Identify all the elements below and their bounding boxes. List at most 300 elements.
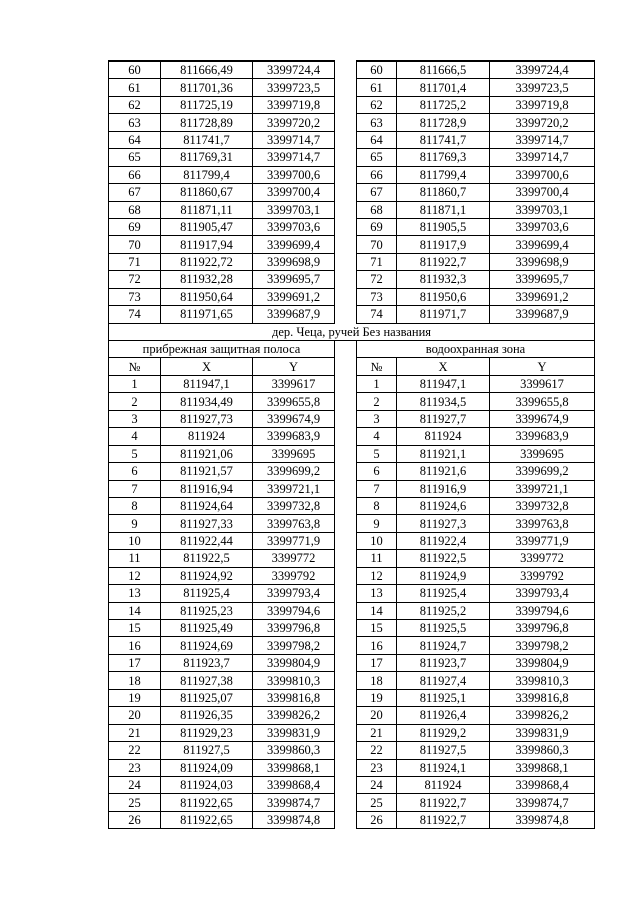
- table-row: [109, 445, 595, 462]
- cell-number-left: 64: [109, 131, 161, 148]
- cell-y-right: 3399874,8: [490, 811, 595, 828]
- column-gap: [335, 585, 357, 602]
- cell-number-left: 12: [109, 567, 161, 584]
- section-title-row: [109, 323, 595, 340]
- cell-x-left: 811929,23: [161, 724, 253, 741]
- cell-number-left: 73: [109, 288, 161, 305]
- cell-x-right: 811926,4: [397, 707, 490, 724]
- cell-y-right: 3399804,9: [490, 654, 595, 671]
- cell-number-right: 69: [357, 218, 397, 235]
- cell-number-right: 68: [357, 201, 397, 218]
- cell-x-left: 811926,35: [161, 707, 253, 724]
- cell-x-right: 811932,3: [397, 271, 490, 288]
- column-gap: [335, 62, 357, 79]
- cell-y-right: 3399763,8: [490, 515, 595, 532]
- cell-y-right: 3399723,5: [490, 79, 595, 96]
- cell-x-right: 811927,7: [397, 410, 490, 427]
- cell-number-left: 20: [109, 707, 161, 724]
- cell-number-left: 23: [109, 759, 161, 776]
- cell-x-right: 811924,9: [397, 567, 490, 584]
- cell-y-right: 3399674,9: [490, 410, 595, 427]
- cell-number-right: 72: [357, 271, 397, 288]
- cell-x-left: 811950,64: [161, 288, 253, 305]
- column-gap: [335, 149, 357, 166]
- table-row: [109, 689, 595, 706]
- cell-y-right: 3399810,3: [490, 672, 595, 689]
- cell-x-right: 811971,7: [397, 306, 490, 323]
- cell-y-left: 3399720,2: [253, 114, 335, 131]
- table-row: [109, 271, 595, 288]
- cell-y-left: 3399860,3: [253, 742, 335, 759]
- column-gap: [335, 236, 357, 253]
- cell-x-right: 811925,4: [397, 585, 490, 602]
- cell-number-left: 17: [109, 654, 161, 671]
- cell-y-right: 3399724,4: [490, 62, 595, 79]
- cell-x-right: 811927,3: [397, 515, 490, 532]
- column-gap: [335, 375, 357, 392]
- table-section-header: [109, 323, 595, 375]
- table-row: [109, 184, 595, 201]
- cell-x-left: 811799,4: [161, 166, 253, 183]
- cell-number-right: 63: [357, 114, 397, 131]
- cell-number-right: 17: [357, 654, 397, 671]
- cell-y-right: 3399700,6: [490, 166, 595, 183]
- cell-y-right: 3399695,7: [490, 271, 595, 288]
- cell-number-left: 4: [109, 428, 161, 445]
- cell-y-left: 3399831,9: [253, 724, 335, 741]
- cell-x-left: 811922,5: [161, 550, 253, 567]
- column-gap: [335, 166, 357, 183]
- cell-x-right: 811922,4: [397, 532, 490, 549]
- cell-x-right: 811934,5: [397, 393, 490, 410]
- column-gap: [335, 428, 357, 445]
- cell-x-left: 811971,65: [161, 306, 253, 323]
- table-row: [109, 201, 595, 218]
- cell-x-left: 811924,69: [161, 637, 253, 654]
- cell-number-right: 73: [357, 288, 397, 305]
- table-row: [109, 288, 595, 305]
- cell-x-left: 811701,36: [161, 79, 253, 96]
- column-gap: [335, 358, 357, 375]
- column-gap: [335, 131, 357, 148]
- cell-x-left: 811924,64: [161, 497, 253, 514]
- table-row: [109, 707, 595, 724]
- cell-y-left: 3399714,7: [253, 149, 335, 166]
- table-row: [109, 393, 595, 410]
- cell-x-right: 811925,1: [397, 689, 490, 706]
- cell-y-left: 3399714,7: [253, 131, 335, 148]
- cell-x-right: 811927,4: [397, 672, 490, 689]
- column-gap: [335, 776, 357, 793]
- column-gap: [335, 567, 357, 584]
- cell-y-left: 3399793,4: [253, 585, 335, 602]
- cell-number-left: 11: [109, 550, 161, 567]
- column-header-row: [109, 358, 595, 375]
- header-y-left: Y: [253, 358, 335, 375]
- cell-number-right: 66: [357, 166, 397, 183]
- cell-number-left: 69: [109, 218, 161, 235]
- cell-number-left: 68: [109, 201, 161, 218]
- column-gap: [335, 201, 357, 218]
- cell-x-right: 811769,3: [397, 149, 490, 166]
- cell-y-left: 3399874,7: [253, 794, 335, 811]
- cell-y-left: 3399792: [253, 567, 335, 584]
- cell-number-left: 16: [109, 637, 161, 654]
- cell-x-right: 811924,7: [397, 637, 490, 654]
- table-row: [109, 794, 595, 811]
- cell-y-right: 3399794,6: [490, 602, 595, 619]
- cell-number-left: 14: [109, 602, 161, 619]
- cell-y-left: 3399703,6: [253, 218, 335, 235]
- cell-number-right: 5: [357, 445, 397, 462]
- cell-number-right: 20: [357, 707, 397, 724]
- cell-number-right: 18: [357, 672, 397, 689]
- column-gap: [335, 253, 357, 270]
- cell-number-left: 24: [109, 776, 161, 793]
- cell-number-left: 67: [109, 184, 161, 201]
- cell-y-left: 3399703,1: [253, 201, 335, 218]
- cell-y-right: 3399714,7: [490, 149, 595, 166]
- cell-y-right: 3399772: [490, 550, 595, 567]
- cell-y-left: 3399719,8: [253, 96, 335, 113]
- cell-x-right: 811947,1: [397, 375, 490, 392]
- cell-number-left: 70: [109, 236, 161, 253]
- table-row: [109, 654, 595, 671]
- cell-number-right: 6: [357, 463, 397, 480]
- cell-number-left: 62: [109, 96, 161, 113]
- header-y-right: Y: [490, 358, 595, 375]
- table-top-section: [109, 61, 595, 324]
- cell-number-right: 61: [357, 79, 397, 96]
- cell-y-left: 3399816,8: [253, 689, 335, 706]
- cell-y-right: 3399700,4: [490, 184, 595, 201]
- cell-number-left: 10: [109, 532, 161, 549]
- cell-y-left: 3399674,9: [253, 410, 335, 427]
- cell-number-right: 25: [357, 794, 397, 811]
- cell-number-right: 70: [357, 236, 397, 253]
- cell-number-right: 74: [357, 306, 397, 323]
- table-row: [109, 306, 595, 323]
- cell-x-right: 811871,1: [397, 201, 490, 218]
- cell-x-left: 811725,19: [161, 96, 253, 113]
- column-gap: [335, 184, 357, 201]
- cell-x-left: 811905,47: [161, 218, 253, 235]
- cell-x-right: 811666,5: [397, 62, 490, 79]
- left-zone-title: прибрежная защитная полоса: [109, 341, 335, 358]
- cell-number-right: 26: [357, 811, 397, 828]
- table-row: [109, 236, 595, 253]
- cell-y-right: 3399792: [490, 567, 595, 584]
- cell-y-right: 3399720,2: [490, 114, 595, 131]
- cell-y-left: 3399721,1: [253, 480, 335, 497]
- cell-y-left: 3399691,2: [253, 288, 335, 305]
- coordinates-table: [108, 60, 595, 829]
- cell-x-left: 811932,28: [161, 271, 253, 288]
- column-gap: [335, 759, 357, 776]
- cell-number-right: 23: [357, 759, 397, 776]
- cell-x-left: 811921,06: [161, 445, 253, 462]
- table-row: [109, 550, 595, 567]
- cell-y-right: 3399771,9: [490, 532, 595, 549]
- table-row: [109, 637, 595, 654]
- cell-y-right: 3399714,7: [490, 131, 595, 148]
- cell-x-left: 811917,94: [161, 236, 253, 253]
- table-row: [109, 759, 595, 776]
- table-row: [109, 480, 595, 497]
- cell-x-right: 811924,6: [397, 497, 490, 514]
- table-row: [109, 515, 595, 532]
- cell-number-left: 15: [109, 620, 161, 637]
- cell-number-left: 21: [109, 724, 161, 741]
- cell-y-right: 3399719,8: [490, 96, 595, 113]
- cell-y-right: 3399860,3: [490, 742, 595, 759]
- cell-y-right: 3399868,1: [490, 759, 595, 776]
- column-gap: [335, 550, 357, 567]
- column-gap: [335, 114, 357, 131]
- cell-y-right: 3399695: [490, 445, 595, 462]
- cell-number-right: 4: [357, 428, 397, 445]
- cell-number-right: 60: [357, 62, 397, 79]
- cell-x-left: 811947,1: [161, 375, 253, 392]
- column-gap: [335, 218, 357, 235]
- cell-number-left: 74: [109, 306, 161, 323]
- cell-x-left: 811924: [161, 428, 253, 445]
- cell-y-left: 3399798,2: [253, 637, 335, 654]
- cell-y-left: 3399695: [253, 445, 335, 462]
- column-gap: [335, 288, 357, 305]
- cell-y-right: 3399874,7: [490, 794, 595, 811]
- cell-y-right: 3399703,6: [490, 218, 595, 235]
- cell-number-left: 13: [109, 585, 161, 602]
- table-row: [109, 428, 595, 445]
- column-gap: [335, 96, 357, 113]
- cell-number-right: 62: [357, 96, 397, 113]
- cell-x-right: 811922,7: [397, 811, 490, 828]
- column-gap: [335, 445, 357, 462]
- cell-number-right: 10: [357, 532, 397, 549]
- column-gap: [335, 672, 357, 689]
- table-row: [109, 585, 595, 602]
- column-gap: [335, 341, 357, 358]
- cell-number-right: 64: [357, 131, 397, 148]
- cell-y-left: 3399874,8: [253, 811, 335, 828]
- cell-number-left: 2: [109, 393, 161, 410]
- cell-number-right: 65: [357, 149, 397, 166]
- cell-y-right: 3399687,9: [490, 306, 595, 323]
- cell-number-left: 26: [109, 811, 161, 828]
- cell-number-left: 1: [109, 375, 161, 392]
- cell-x-left: 811925,4: [161, 585, 253, 602]
- cell-x-right: 811922,7: [397, 253, 490, 270]
- column-gap: [335, 811, 357, 828]
- column-gap: [335, 637, 357, 654]
- cell-x-left: 811860,67: [161, 184, 253, 201]
- cell-x-right: 811725,2: [397, 96, 490, 113]
- cell-x-right: 811860,7: [397, 184, 490, 201]
- cell-y-right: 3399699,4: [490, 236, 595, 253]
- cell-number-right: 14: [357, 602, 397, 619]
- cell-y-left: 3399723,5: [253, 79, 335, 96]
- cell-number-right: 11: [357, 550, 397, 567]
- cell-number-right: 24: [357, 776, 397, 793]
- column-gap: [335, 393, 357, 410]
- cell-x-right: 811927,5: [397, 742, 490, 759]
- cell-y-right: 3399703,1: [490, 201, 595, 218]
- cell-number-right: 8: [357, 497, 397, 514]
- column-gap: [335, 410, 357, 427]
- cell-number-right: 1: [357, 375, 397, 392]
- cell-x-left: 811666,49: [161, 62, 253, 79]
- cell-x-left: 811922,65: [161, 794, 253, 811]
- cell-number-left: 66: [109, 166, 161, 183]
- cell-x-left: 811925,07: [161, 689, 253, 706]
- table-row: [109, 532, 595, 549]
- cell-x-left: 811934,49: [161, 393, 253, 410]
- cell-x-left: 811927,5: [161, 742, 253, 759]
- column-gap: [335, 794, 357, 811]
- cell-x-left: 811921,57: [161, 463, 253, 480]
- cell-number-left: 18: [109, 672, 161, 689]
- cell-y-left: 3399683,9: [253, 428, 335, 445]
- cell-x-left: 811728,89: [161, 114, 253, 131]
- column-gap: [335, 724, 357, 741]
- column-gap: [335, 742, 357, 759]
- cell-y-right: 3399617: [490, 375, 595, 392]
- cell-number-left: 65: [109, 149, 161, 166]
- cell-x-left: 811922,72: [161, 253, 253, 270]
- table-row: [109, 149, 595, 166]
- cell-x-left: 811924,03: [161, 776, 253, 793]
- cell-number-right: 2: [357, 393, 397, 410]
- cell-y-left: 3399695,7: [253, 271, 335, 288]
- cell-number-right: 71: [357, 253, 397, 270]
- cell-number-left: 71: [109, 253, 161, 270]
- cell-y-right: 3399655,8: [490, 393, 595, 410]
- cell-x-right: 811922,5: [397, 550, 490, 567]
- table-row: [109, 742, 595, 759]
- cell-number-left: 19: [109, 689, 161, 706]
- cell-x-right: 811923,7: [397, 654, 490, 671]
- cell-y-left: 3399772: [253, 550, 335, 567]
- cell-number-right: 15: [357, 620, 397, 637]
- table-row: [109, 463, 595, 480]
- table-row: [109, 114, 595, 131]
- cell-y-left: 3399724,4: [253, 62, 335, 79]
- cell-number-left: 72: [109, 271, 161, 288]
- column-gap: [335, 602, 357, 619]
- table-row: [109, 218, 595, 235]
- table-row: [109, 811, 595, 828]
- cell-y-right: 3399691,2: [490, 288, 595, 305]
- cell-x-right: 811921,6: [397, 463, 490, 480]
- cell-x-left: 811925,49: [161, 620, 253, 637]
- cell-y-left: 3399810,3: [253, 672, 335, 689]
- cell-y-left: 3399804,9: [253, 654, 335, 671]
- table-row: [109, 375, 595, 392]
- cell-x-left: 811924,92: [161, 567, 253, 584]
- cell-y-right: 3399868,4: [490, 776, 595, 793]
- cell-y-left: 3399771,9: [253, 532, 335, 549]
- cell-number-right: 12: [357, 567, 397, 584]
- cell-number-left: 3: [109, 410, 161, 427]
- cell-y-left: 3399826,2: [253, 707, 335, 724]
- cell-y-left: 3399699,2: [253, 463, 335, 480]
- cell-x-right: 811916,9: [397, 480, 490, 497]
- cell-number-left: 5: [109, 445, 161, 462]
- cell-number-right: 19: [357, 689, 397, 706]
- table-row: [109, 620, 595, 637]
- cell-x-left: 811922,65: [161, 811, 253, 828]
- cell-x-left: 811927,33: [161, 515, 253, 532]
- column-gap: [335, 654, 357, 671]
- cell-number-right: 22: [357, 742, 397, 759]
- cell-x-right: 811924: [397, 428, 490, 445]
- cell-x-right: 811925,5: [397, 620, 490, 637]
- cell-x-left: 811922,44: [161, 532, 253, 549]
- table-row: [109, 672, 595, 689]
- column-gap: [335, 463, 357, 480]
- cell-x-right: 811929,2: [397, 724, 490, 741]
- cell-y-left: 3399617: [253, 375, 335, 392]
- cell-number-left: 60: [109, 62, 161, 79]
- cell-x-right: 811799,4: [397, 166, 490, 183]
- cell-y-left: 3399763,8: [253, 515, 335, 532]
- column-gap: [335, 306, 357, 323]
- cell-x-right: 811922,7: [397, 794, 490, 811]
- cell-y-right: 3399831,9: [490, 724, 595, 741]
- column-gap: [335, 79, 357, 96]
- table-row: [109, 79, 595, 96]
- cell-number-right: 16: [357, 637, 397, 654]
- cell-y-right: 3399683,9: [490, 428, 595, 445]
- cell-number-right: 67: [357, 184, 397, 201]
- cell-number-left: 22: [109, 742, 161, 759]
- column-gap: [335, 271, 357, 288]
- cell-y-left: 3399699,4: [253, 236, 335, 253]
- cell-y-right: 3399698,9: [490, 253, 595, 270]
- table-row: [109, 253, 595, 270]
- table-row: [109, 724, 595, 741]
- column-gap: [335, 689, 357, 706]
- header-x-left: X: [161, 358, 253, 375]
- cell-number-left: 25: [109, 794, 161, 811]
- cell-number-right: 3: [357, 410, 397, 427]
- cell-number-left: 6: [109, 463, 161, 480]
- column-gap: [335, 707, 357, 724]
- table-row: [109, 497, 595, 514]
- cell-y-left: 3399794,6: [253, 602, 335, 619]
- cell-x-left: 811741,7: [161, 131, 253, 148]
- table-row: [109, 166, 595, 183]
- header-number-right: №: [357, 358, 397, 375]
- cell-number-left: 7: [109, 480, 161, 497]
- table-row: [109, 131, 595, 148]
- right-zone-title: водоохранная зона: [357, 341, 595, 358]
- cell-x-right: 811921,1: [397, 445, 490, 462]
- cell-y-right: 3399796,8: [490, 620, 595, 637]
- cell-x-left: 811927,38: [161, 672, 253, 689]
- cell-x-right: 811917,9: [397, 236, 490, 253]
- cell-x-right: 811741,7: [397, 131, 490, 148]
- cell-y-right: 3399798,2: [490, 637, 595, 654]
- zone-title-row: [109, 341, 595, 358]
- cell-number-right: 21: [357, 724, 397, 741]
- cell-y-left: 3399655,8: [253, 393, 335, 410]
- cell-y-right: 3399793,4: [490, 585, 595, 602]
- cell-x-right: 811905,5: [397, 218, 490, 235]
- table-row: [109, 410, 595, 427]
- cell-y-right: 3399721,1: [490, 480, 595, 497]
